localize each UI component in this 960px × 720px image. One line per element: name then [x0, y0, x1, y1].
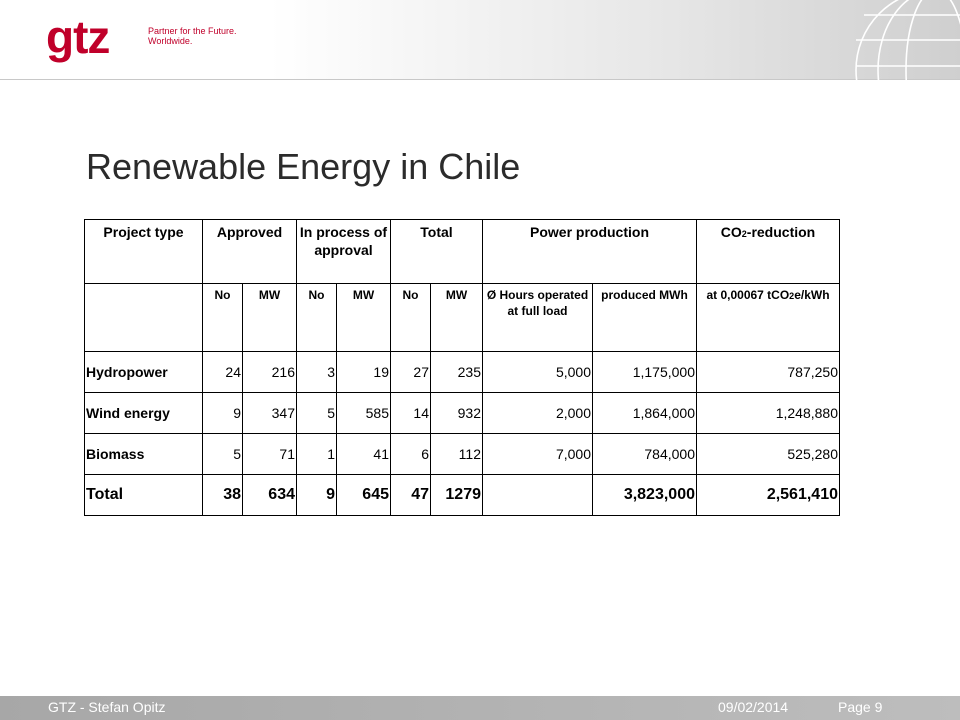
- cell-process-no: 3: [297, 352, 337, 393]
- cell-produced: 1,864,000: [593, 393, 697, 434]
- subheader-process-mw: MW: [337, 284, 391, 352]
- factor-suffix: e/kWh: [794, 288, 830, 302]
- header-power-production: Power production: [483, 220, 697, 284]
- cell-approved-no: 9: [203, 393, 243, 434]
- subheader-hours: Ø Hours operated at full load: [483, 284, 593, 352]
- cell-approved-no: 38: [203, 475, 243, 516]
- cell-approved-no: 5: [203, 434, 243, 475]
- cell-total-mw: 1279: [431, 475, 483, 516]
- header-project-type: Project type: [85, 220, 203, 284]
- cell-process-mw: 41: [337, 434, 391, 475]
- cell-total-mw: 932: [431, 393, 483, 434]
- subheader-co2-factor: [697, 284, 840, 352]
- co2-prefix: CO: [720, 224, 742, 240]
- subheader-empty: [85, 284, 203, 352]
- header-in-process: In process of approval: [297, 220, 391, 284]
- subheader-process-no: No: [297, 284, 337, 352]
- header-band: [0, 0, 960, 80]
- table-row-wind-energy: [85, 393, 840, 434]
- cell-co2: 525,280: [697, 434, 840, 475]
- cell-approved-no: 24: [203, 352, 243, 393]
- footer-date: 09/02/2014: [718, 699, 789, 715]
- tagline-line-2: Worldwide.: [148, 36, 193, 46]
- row-label: Hydropower: [85, 352, 203, 393]
- cell-total-mw: 112: [431, 434, 483, 475]
- cell-process-mw: 645: [337, 475, 391, 516]
- table-header-row: [85, 220, 840, 284]
- subheader-total-no: No: [391, 284, 431, 352]
- cell-hours: 7,000: [483, 434, 593, 475]
- cell-approved-mw: 347: [243, 393, 297, 434]
- co2-subscript: 2: [741, 229, 747, 239]
- table-subheader-row: [85, 284, 840, 352]
- cell-produced: 1,175,000: [593, 352, 697, 393]
- cell-process-no: 5: [297, 393, 337, 434]
- factor-prefix: at 0,00067 tCO: [706, 288, 790, 302]
- cell-total-no: 6: [391, 434, 431, 475]
- gtz-logo: gtz: [46, 11, 110, 63]
- cell-process-mw: 585: [337, 393, 391, 434]
- table-row-hydropower: [85, 352, 840, 393]
- cell-hours: 5,000: [483, 352, 593, 393]
- cell-co2: 1,248,880: [697, 393, 840, 434]
- cell-approved-mw: 71: [243, 434, 297, 475]
- header-co2-reduction: [697, 220, 840, 284]
- factor-subscript: 2: [789, 291, 795, 301]
- cell-total-no: 14: [391, 393, 431, 434]
- renewable-energy-table: [84, 219, 840, 516]
- subheader-total-mw: MW: [431, 284, 483, 352]
- cell-process-no: 1: [297, 434, 337, 475]
- cell-co2: 787,250: [697, 352, 840, 393]
- logo-tagline: [148, 26, 237, 46]
- cell-hours: 2,000: [483, 393, 593, 434]
- cell-produced: 3,823,000: [593, 475, 697, 516]
- cell-co2: 2,561,410: [697, 475, 840, 516]
- tagline-line-1: Partner for the Future.: [148, 26, 237, 36]
- table-row-biomass: [85, 434, 840, 475]
- cell-hours: [483, 475, 593, 516]
- row-label: Biomass: [85, 434, 203, 475]
- row-label: Wind energy: [85, 393, 203, 434]
- cell-total-no: 47: [391, 475, 431, 516]
- cell-produced: 784,000: [593, 434, 697, 475]
- cell-total-no: 27: [391, 352, 431, 393]
- cell-approved-mw: 216: [243, 352, 297, 393]
- subheader-approved-no: No: [203, 284, 243, 352]
- row-label: Total: [85, 475, 203, 516]
- page-title: Renewable Energy in Chile: [86, 146, 521, 187]
- co2-suffix: -reduction: [746, 224, 816, 240]
- footer-bar: [0, 696, 960, 720]
- header-approved: Approved: [203, 220, 297, 284]
- header-divider: [0, 79, 960, 80]
- cell-approved-mw: 634: [243, 475, 297, 516]
- cell-total-mw: 235: [431, 352, 483, 393]
- header-total: Total: [391, 220, 483, 284]
- footer-page-number: Page 9: [838, 699, 883, 715]
- footer-author: GTZ - Stefan Opitz: [48, 699, 166, 715]
- subheader-produced: produced MWh: [593, 284, 697, 352]
- cell-process-no: 9: [297, 475, 337, 516]
- cell-process-mw: 19: [337, 352, 391, 393]
- globe-icon: [836, 0, 960, 80]
- table-row-total: [85, 475, 840, 516]
- subheader-approved-mw: MW: [243, 284, 297, 352]
